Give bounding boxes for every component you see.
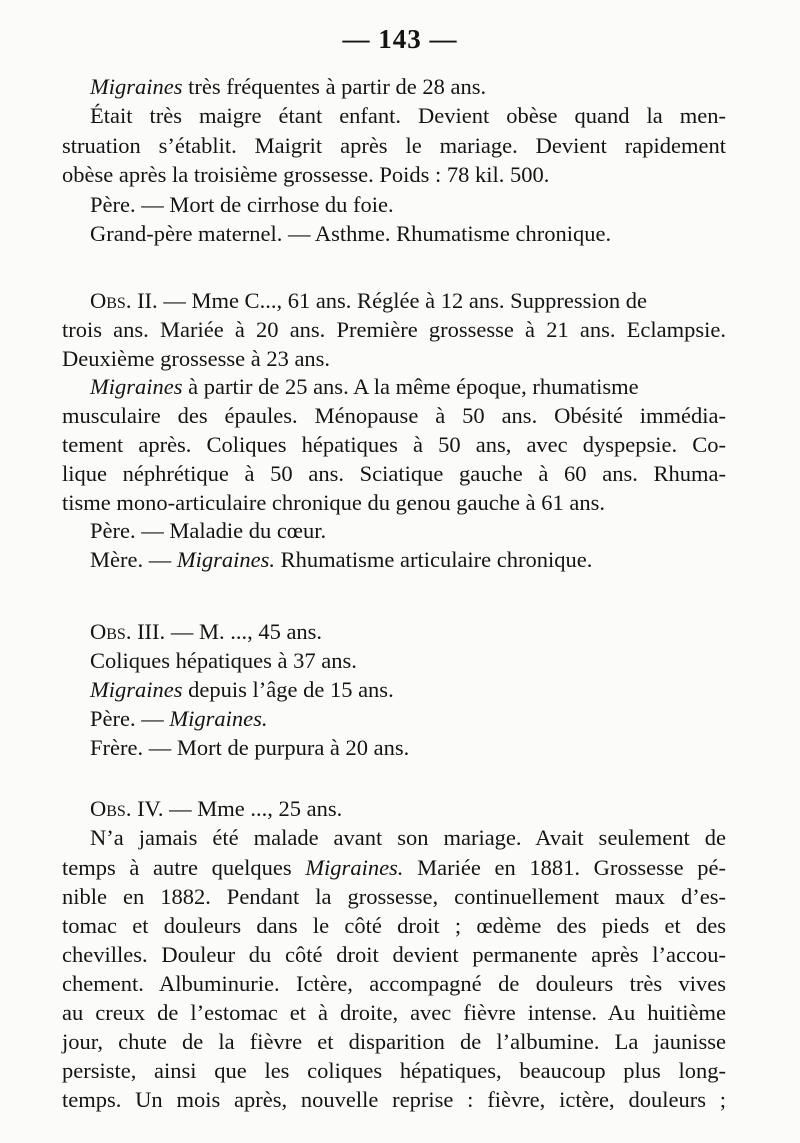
text-line: musculaire des épaules. Ménopause à 50 ans. Obésité immédia- [62, 403, 726, 428]
text-line: lique néphrétique à 50 ans. Sciatique gauche à 60 ans. Rhuma- [62, 461, 726, 486]
line-text: Mariée en 1881. Grossesse pé- [403, 855, 726, 880]
text-line: chevilles. Douleur du côté droit devient permanente après l’accou- [62, 942, 726, 967]
italic-term: Migraines. [169, 706, 268, 731]
text-line: Père. — Maladie du cœur. [90, 518, 327, 543]
text-line: jour, chute de la fièvre et disparition de l’albumine. La jaunisse [62, 1029, 726, 1054]
text-line [62, 853, 726, 883]
text-line: tomac et douleurs dans le côté droit ; œdème des pieds et des [62, 913, 726, 938]
text-line [90, 704, 726, 734]
text-line: tement après. Coliques hépatiques à 50 ans, avec dyspepsie. Co- [62, 432, 726, 457]
text-line [90, 675, 726, 705]
text-line: Était très maigre étant enfant. Devient obèse quand la men- [90, 103, 726, 128]
italic-term: Migraines. [176, 547, 275, 572]
line-text: très fréquentes à partir de 28 ans. [182, 74, 487, 99]
text-line [90, 545, 726, 575]
italic-term: Migraines [90, 74, 183, 99]
text-line: persiste, ainsi que les coliques hépatiques, beaucoup plus long- [62, 1058, 726, 1083]
page-number: — 143 — [342, 24, 458, 54]
text-line [90, 617, 726, 647]
text-line: au creux de l’estomac et à droite, avec fièvre intense. Au huitième [62, 1000, 726, 1025]
text-line: Coliques hépatiques à 37 ans. [90, 648, 357, 673]
line-text: Rhumatisme articulaire chronique. [274, 547, 593, 572]
text-line: Père. — Mort de cirrhose du foie. [90, 192, 394, 217]
text-line: temps. Un mois après, nouvelle reprise : fièvre, ictère, douleurs ; [62, 1087, 726, 1112]
line-text: — Mme ..., 25 ans. [163, 796, 343, 821]
text-line: Frère. — Mort de purpura à 20 ans. [90, 735, 410, 760]
text-line: Grand-père maternel. — Asthme. Rhumatisme chronique. [90, 221, 612, 246]
text-line: tisme mono-articulaire chronique du genou gauche à 61 ans. [62, 490, 605, 515]
italic-term: Migraines [90, 677, 183, 702]
text-line: struation s’établit. Maigrit après le mariage. Devient rapidement [62, 133, 726, 158]
line-text: à partir de 25 ans. A la même époque, rhumatisme [182, 374, 639, 399]
text-line [90, 372, 726, 402]
text-line: nible en 1882. Pendant la grossesse, continuellement maux d’es- [62, 884, 726, 909]
text-line [90, 286, 726, 316]
text-line [90, 72, 726, 102]
text-line: chement. Albuminurie. Ictère, accompagné de douleurs très vives [62, 971, 726, 996]
line-text: Mère. — [90, 547, 177, 572]
observation-heading: Obs. III. [90, 619, 166, 644]
line-text: — Mme C..., 61 ans. Réglée à 12 ans. Suppression de [157, 288, 647, 313]
text-line [90, 794, 726, 824]
line-text: depuis l’âge de 15 ans. [182, 677, 394, 702]
text-line: trois ans. Mariée à 20 ans. Première grossesse à 21 ans. Eclampsie. [62, 317, 726, 342]
text-line: Deuxième grossesse à 23 ans. [62, 346, 331, 371]
line-text: temps à autre quelques [62, 855, 306, 880]
observation-heading: Obs. II. [90, 288, 158, 313]
text-line: N’a jamais été malade avant son mariage. Avait seulement de [90, 825, 726, 850]
italic-term: Migraines. [305, 855, 404, 880]
text-line: obèse après la troisième grossesse. Poids : 78 kil. 500. [62, 162, 550, 187]
italic-term: Migraines [90, 374, 183, 399]
line-text: Père. — [90, 706, 170, 731]
line-text: — M. ..., 45 ans. [165, 619, 323, 644]
observation-heading: Obs. IV. [90, 796, 164, 821]
